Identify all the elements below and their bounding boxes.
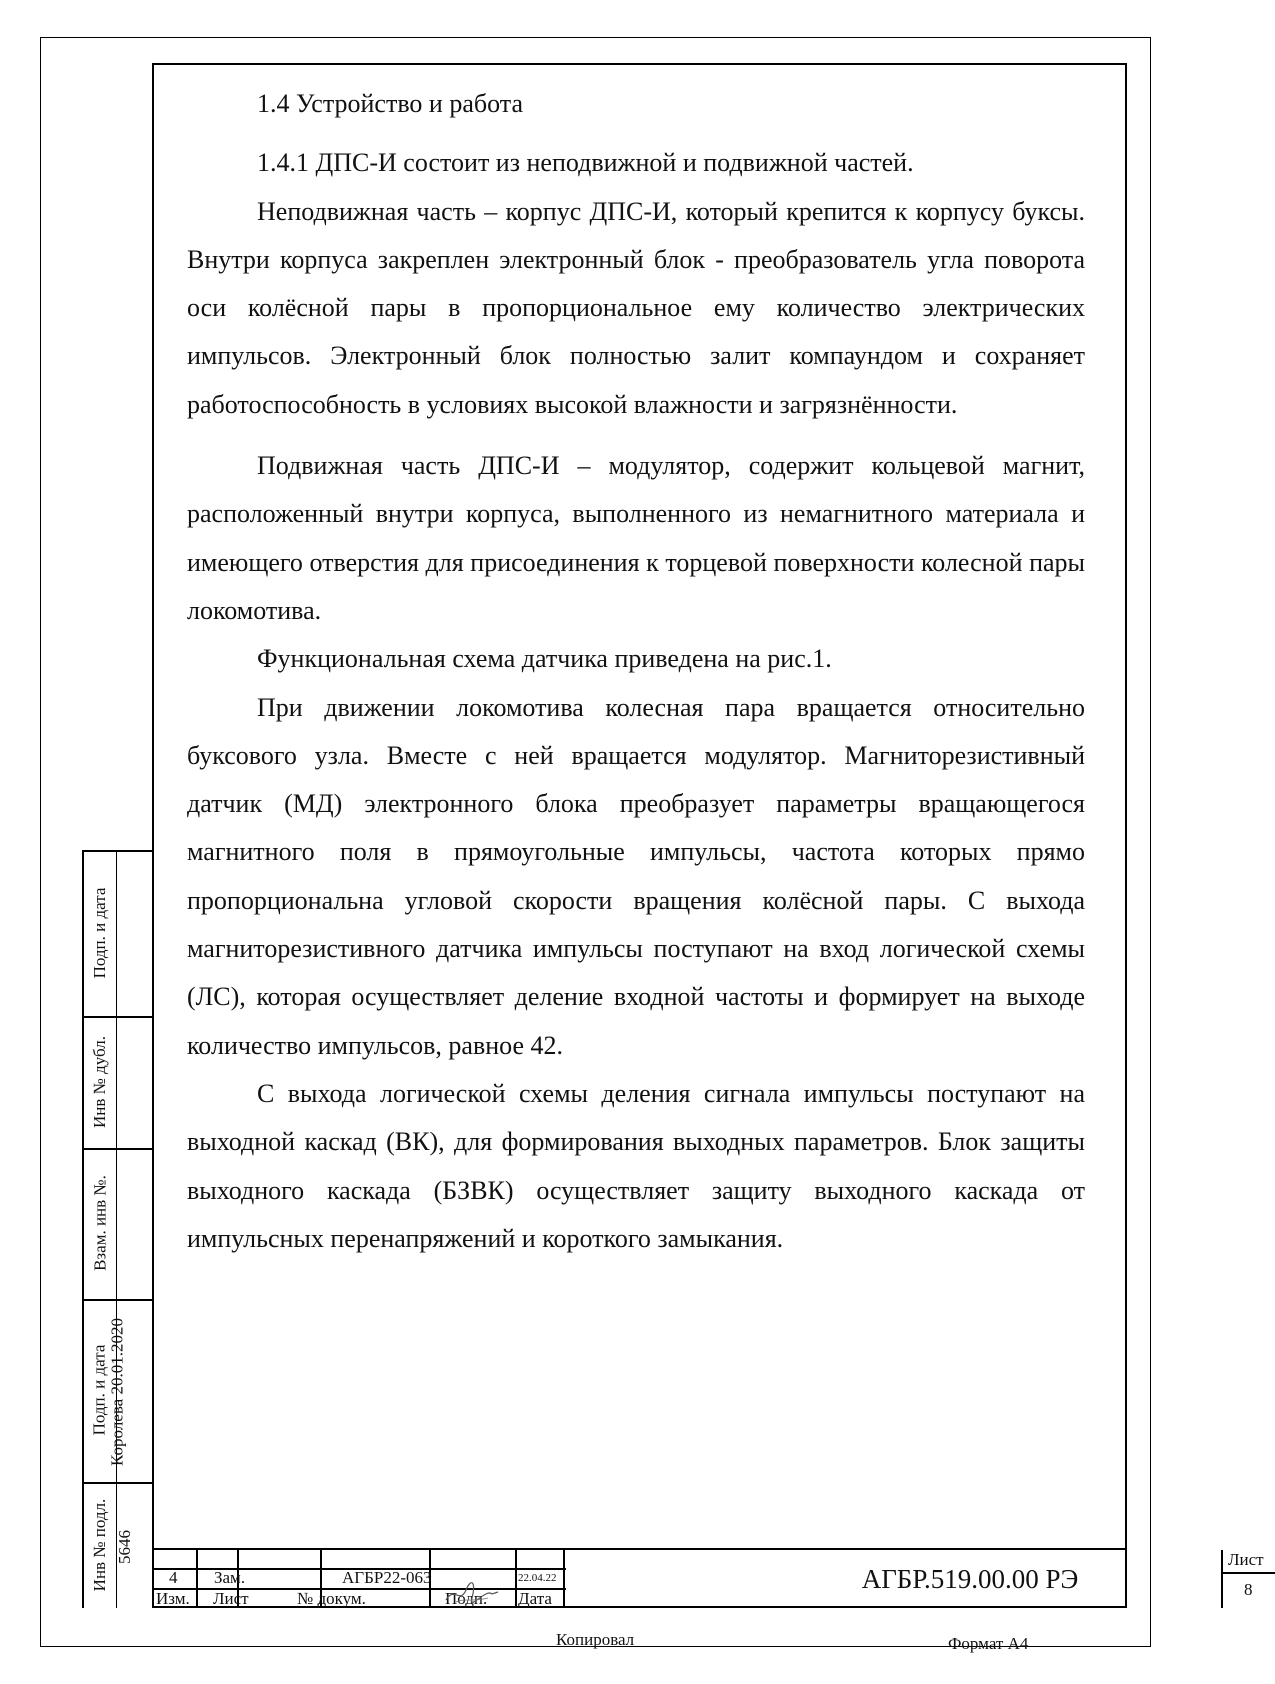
podp-label: Подп. bbox=[445, 1589, 488, 1608]
izm-label: Изм. bbox=[156, 1589, 190, 1608]
tb-line bbox=[1223, 1572, 1275, 1574]
dokum-label: № докум. bbox=[297, 1589, 366, 1608]
paragraph: При движении локомотива колесная пара вращается относительно буксового узла. Вместе с ней вращается модулятор. Магниторезистивный датчик (МД) электронного блока преобразует параметры вращающегося магнитного поля в прямоугольные импульсы, частота которых прямо пропорциональна угловой скорости вращения колёсной пары. С выхода магниторезистивного датчика импульсы поступают на вход логической схемы (ЛС), которая осуществляет деление входной частоты и формирует на выходе количество импульсов, равное 42. bbox=[187, 692, 1085, 1060]
side-stamp bbox=[82, 850, 152, 1608]
date-value: 22.04.22 bbox=[518, 1572, 557, 1584]
format-label: Формат А4 bbox=[948, 1634, 1029, 1653]
sheet-number: 8 bbox=[1244, 1580, 1253, 1599]
inv-podl-label: Инв № подл. bbox=[90, 1498, 109, 1592]
podp-data-label: Подп. и дата bbox=[89, 1344, 109, 1436]
copied-label: Копировал bbox=[556, 1630, 635, 1649]
tb-line bbox=[196, 1550, 198, 1608]
inv-podl-value: 5646 bbox=[115, 1530, 134, 1564]
paragraph: 1.4.1 ДПС-И состоит из неподвижной и подвижной частей. bbox=[257, 148, 914, 178]
signature-icon bbox=[442, 1580, 502, 1606]
date-label: Дата bbox=[518, 1589, 552, 1608]
paragraph: С выхода логической схемы деления сигнала импульсы поступают на выходной каскад (ВК), для формирования выходных параметров. Блок защиты выходного каскада (БЗВК) осуществляет защиту выходного каскада от импульсных перенапряжений и короткого замыкания. bbox=[187, 1078, 1085, 1253]
vzam-inv-label: Взам. инв №. bbox=[90, 1175, 110, 1271]
sheet-label: Лист bbox=[1228, 1550, 1264, 1569]
tb-line bbox=[515, 1550, 517, 1608]
podp-data-value: Королева 20.01.2020 bbox=[107, 1318, 127, 1466]
dokum-value: АГБР22-063 bbox=[342, 1568, 432, 1587]
list-value: Зам. bbox=[214, 1568, 246, 1587]
title-block bbox=[152, 1548, 1264, 1608]
section-heading: 1.4 Устройство и работа bbox=[257, 89, 523, 118]
paragraph: Неподвижная часть – корпус ДПС-И, который крепится к корпусу буксы. Внутри корпуса закреплен электронный блок - преобразователь угла поворота оси колёсной пары в пропорциональное ему количество электрических импульсов. Электронный блок полностью залит компаундом и сохраняет работоспособность в условиях высокой влажности и загрязнённости. bbox=[187, 196, 1085, 419]
paragraph: Подвижная часть ДПС-И – модулятор, содержит кольцевой магнит, расположенный внутри корпуса, выполненного из немагнитного материала и имеющего отверстия для присоединения к торцевой поверхности колесной пары локомотива. bbox=[187, 451, 1085, 625]
izm-value: 4 bbox=[169, 1568, 178, 1587]
list-label: Лист bbox=[213, 1589, 249, 1608]
tb-line bbox=[563, 1550, 565, 1608]
document-code: АГБР.519.00.00 РЭ bbox=[861, 1563, 1079, 1594]
paragraph: Функциональная схема датчика приведена на рис.1. bbox=[257, 644, 832, 674]
inv-dubl-label: Инв № дубл. bbox=[90, 1036, 109, 1129]
podp-data-label: Подп. и дата bbox=[90, 887, 109, 979]
document-body bbox=[187, 80, 1085, 1263]
